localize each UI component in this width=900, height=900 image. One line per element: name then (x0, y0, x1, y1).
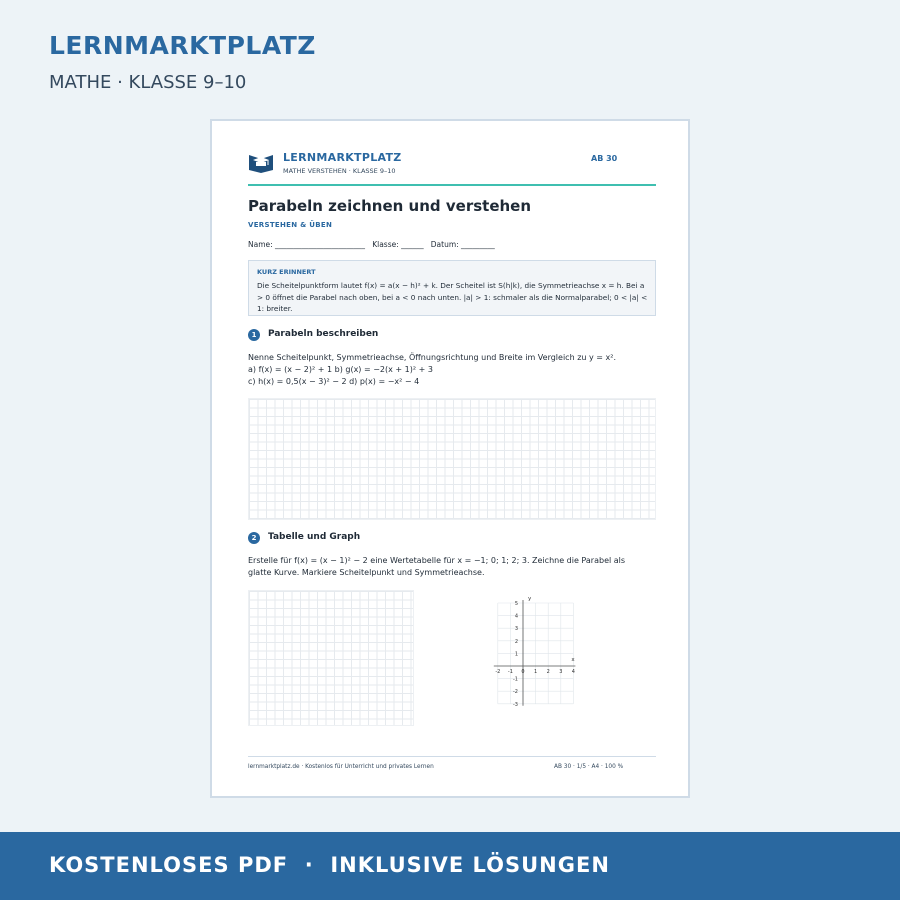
value-table-grid (248, 590, 414, 726)
coordinate-system (495, 590, 596, 710)
y-axis-label: y (528, 596, 532, 602)
task-text-line: a) f(x) = (x − 2)² + 1 b) g(x) = −2(x + 1)² + 3 (248, 365, 433, 374)
x-tick-label: 0 (521, 669, 525, 675)
reminder-box (248, 260, 656, 316)
task-text-line: Erstelle für f(x) = (x − 1)² − 2 eine Wertetabelle für x = −1; 0; 1; 2; 3. Zeichne die Parabel als (248, 556, 626, 565)
task-text-line: Nenne Scheitelpunkt, Symmetrieachse, Öffnungsrichtung und Breite im Vergleich zu y = x². (248, 353, 617, 362)
x-tick-label: -1 (507, 669, 513, 675)
brand-subtitle: MATHE · KLASSE 9–10 (49, 72, 247, 93)
graduation-cap-icon (248, 151, 274, 173)
worksheet-logo-tagline: MATHE VERSTEHEN · KLASSE 9–10 (283, 167, 396, 175)
x-tick-label: 1 (534, 669, 538, 675)
banner-text: KOSTENLOSES PDF · INKLUSIVE LÖSUNGEN (49, 853, 610, 877)
footer-divider (248, 756, 656, 757)
y-tick-label: 3 (514, 626, 518, 633)
y-tick-label: -2 (513, 689, 518, 696)
x-tick-label: 2 (546, 669, 550, 675)
name-class-date-line: Name: ________________________ Klasse: ______ Datum: _________ (248, 240, 495, 249)
y-tick-label: 2 (514, 638, 518, 645)
task-number-badge: 2 (248, 532, 260, 544)
worksheet-kicker: VERSTEHEN & ÜBEN (248, 221, 333, 229)
x-tick-label: 3 (559, 669, 563, 675)
reminder-text: Die Scheitelpunktform lautet f(x) = a(x − h)² + k. Der Scheitel ist S(h|k), die Symmetrieachse x = h. Bei a > 0 öffnet die Parabel nach oben, bei a < 0 nach unten. |a| > 1: schmaler als die Normalparabel; 0 < |a| < 1: breiter. (257, 281, 648, 313)
task-text-line: c) h(x) = 0,5(x − 3)² − 2 d) p(x) = −x² − 4 (248, 377, 420, 386)
footer-right: AB 30 · 1/5 · A4 · 100 % (554, 764, 624, 770)
y-tick-label: 5 (514, 601, 518, 607)
bottom-banner (0, 832, 900, 900)
y-tick-label: 1 (514, 651, 518, 658)
footer-left: lernmarktplatz.de · Kostenlos für Unterricht und privates Lernen (248, 764, 434, 770)
task-title: Parabeln beschreiben (268, 329, 379, 339)
worksheet-code: AB 30 (591, 154, 618, 163)
worksheet-title: Parabeln zeichnen und verstehen (248, 197, 532, 215)
x-tick-label: 4 (571, 669, 575, 675)
y-tick-label: 4 (514, 613, 518, 620)
y-tick-label: -3 (513, 701, 518, 708)
task-text-line: glatte Kurve. Markiere Scheitelpunkt und Symmetrieachse. (248, 568, 485, 577)
y-tick-label: -1 (513, 676, 518, 683)
x-tick-label: -2 (495, 669, 501, 675)
header-divider (248, 184, 656, 186)
task-title: Tabelle und Graph (268, 532, 361, 542)
answer-grid (248, 398, 656, 520)
reminder-title: KURZ ERINNERT (257, 268, 316, 276)
worksheet-logo-name: LERNMARKTPLATZ (283, 151, 402, 164)
x-axis-label: x (571, 657, 575, 663)
task-number-badge: 1 (248, 329, 260, 341)
brand-title: LERNMARKTPLATZ (49, 31, 316, 60)
worksheet-preview[interactable] (210, 119, 690, 798)
